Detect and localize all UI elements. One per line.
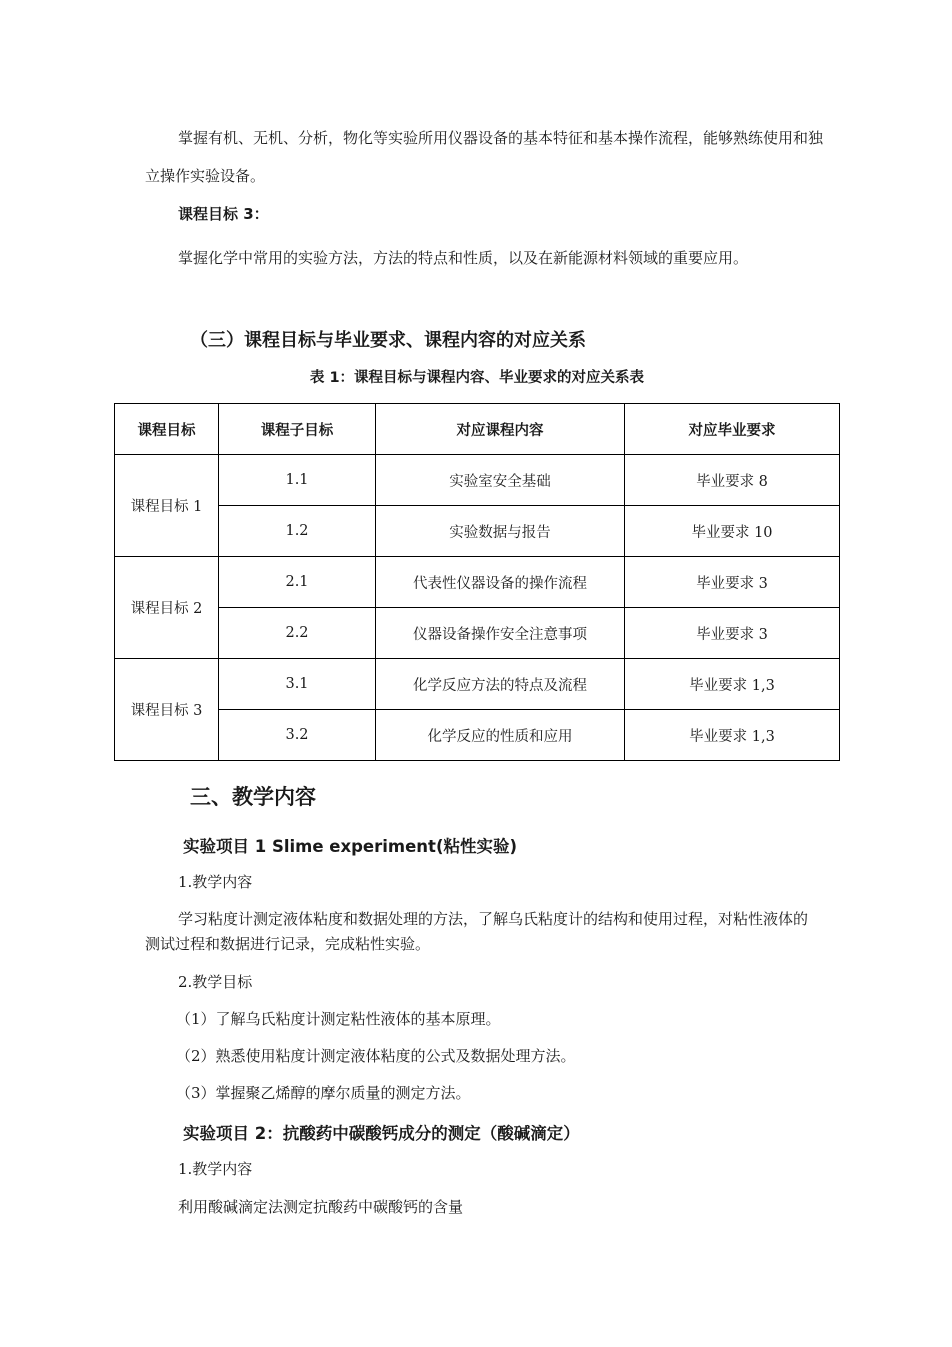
course-goal-cell: 课程目标 2 [115,557,219,659]
table-row [115,455,840,506]
course-goal-cell: 课程目标 3 [115,659,219,761]
intro-paragraph-2: 掌握化学中常用的实验方法，方法的特点和性质，以及在新能源材料领域的重要应用。 [178,249,749,267]
content-cell: 化学反应方法的特点及流程 [376,659,625,710]
experiment-1-goal-1: （1）了解乌氏粘度计测定粘性液体的基本原理。 [176,1010,501,1028]
header-sub-goal: 课程子目标 [219,404,376,455]
requirement-cell: 毕业要求 3 [625,557,840,608]
requirement-cell: 毕业要求 1,3 [625,710,840,761]
course-goal-3-label: 课程目标 3： [178,205,269,223]
table-row [115,557,840,608]
table-row [115,710,840,761]
requirement-cell: 毕业要求 8 [625,455,840,506]
content-cell: 仪器设备操作安全注意事项 [376,608,625,659]
table-row [115,608,840,659]
sub-goal-cell: 1.1 [219,455,376,506]
content-cell: 代表性仪器设备的操作流程 [376,557,625,608]
experiment-2-title: 实验项目 2：抗酸药中碳酸钙成分的测定（酸碱滴定） [183,1124,580,1143]
teaching-content-heading: 三、教学内容 [190,785,316,809]
experiment-1-title: 实验项目 1 Slime experiment(粘性实验) [183,837,518,856]
table-row [115,506,840,557]
sub-goal-cell: 2.2 [219,608,376,659]
requirement-cell: 毕业要求 3 [625,608,840,659]
content-cell: 实验数据与报告 [376,506,625,557]
sub-goal-cell: 3.1 [219,659,376,710]
sub-goal-cell: 2.1 [219,557,376,608]
section-heading-mapping: （三）课程目标与毕业要求、课程内容的对应关系 [190,330,586,351]
experiment-1-goal-3: （3）掌握聚乙烯醇的摩尔质量的测定方法。 [176,1084,471,1102]
sub-goal-cell: 3.2 [219,710,376,761]
sub-goal-cell: 1.2 [219,506,376,557]
content-cell: 化学反应的性质和应用 [376,710,625,761]
experiment-2-content-label: 1.教学内容 [178,1160,253,1178]
mapping-table [114,403,840,761]
experiment-1-content: 学习粘度计测定液体粘度和数据处理的方法，了解乌氏粘度计的结构和使用过程，对粘性液体的测试过程和数据进行记录，完成粘性实验。 [145,910,809,953]
experiment-1-goal-2: （2）熟悉使用粘度计测定液体粘度的公式及数据处理方法。 [176,1047,576,1065]
intro-paragraph-1: 掌握有机、无机、分析，物化等实验所用仪器设备的基本特征和基本操作流程，能够熟练使用和独立操作实验设备。 [145,129,824,185]
experiment-1-goals-label: 2.教学目标 [178,973,253,991]
table-caption: 表 1：课程目标与课程内容、毕业要求的对应关系表 [309,370,645,386]
table-header-row [115,404,840,455]
requirement-cell: 毕业要求 1,3 [625,659,840,710]
experiment-2-content: 利用酸碱滴定法测定抗酸药中碳酸钙的含量 [178,1198,464,1216]
content-cell: 实验室安全基础 [376,455,625,506]
requirement-cell: 毕业要求 10 [625,506,840,557]
header-graduation-req: 对应毕业要求 [625,404,840,455]
header-course-content: 对应课程内容 [376,404,625,455]
header-course-goal: 课程目标 [115,404,219,455]
table-row [115,659,840,710]
course-goal-cell: 课程目标 1 [115,455,219,557]
experiment-1-content-label: 1.教学内容 [178,873,253,891]
